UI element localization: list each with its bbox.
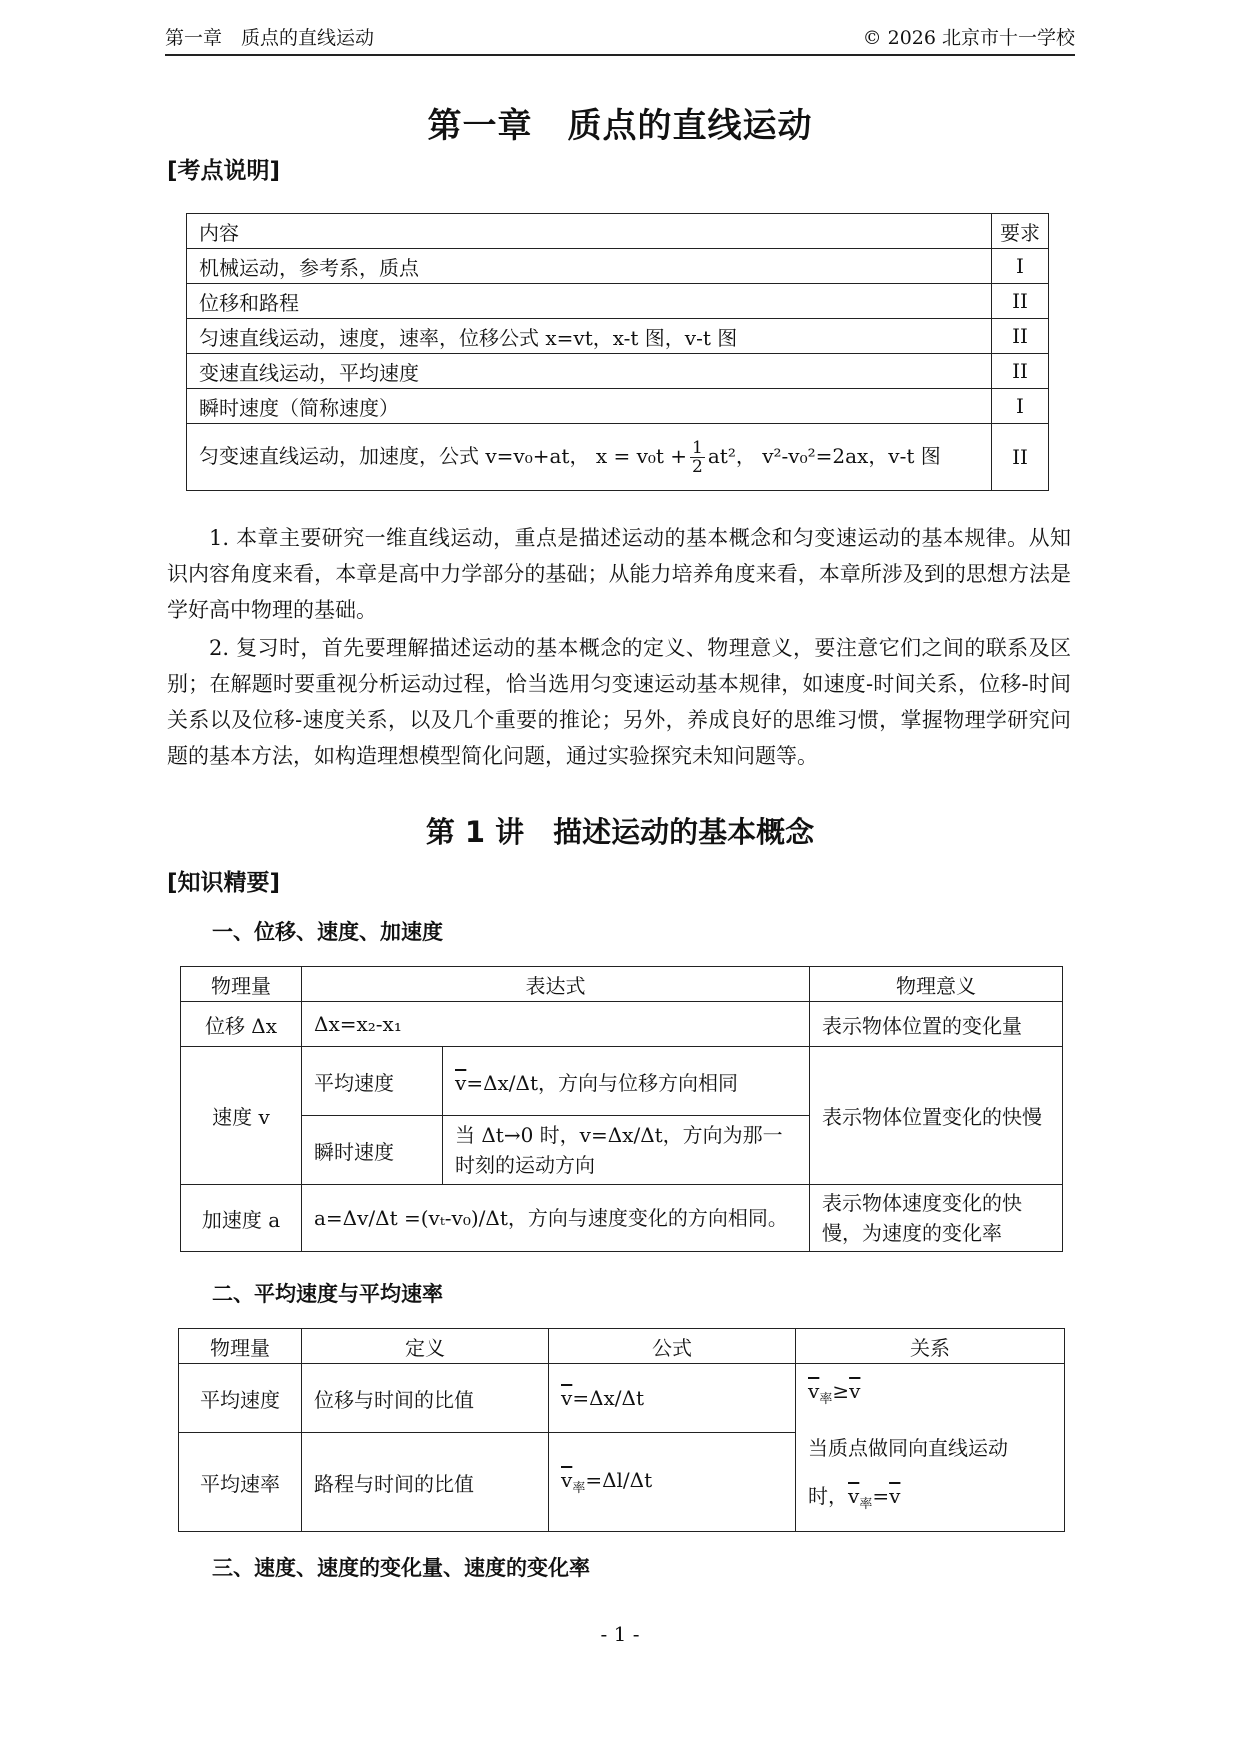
requirements-table bbox=[186, 213, 1049, 491]
header-content: 内容 bbox=[187, 214, 992, 249]
cell-quantity: 平均速率 bbox=[179, 1433, 302, 1532]
cell-content: 瞬时速度（简称速度） bbox=[187, 389, 992, 424]
cell-level: II bbox=[992, 354, 1049, 389]
v-bar-symbol: $\overline{v}$ bbox=[848, 1483, 860, 1508]
cell-level: II bbox=[992, 424, 1049, 491]
cell-level: I bbox=[992, 249, 1049, 284]
table-row bbox=[181, 1185, 1063, 1252]
formula-text: =Δl/Δt bbox=[585, 1468, 653, 1492]
cell-content: 位移和路程 bbox=[187, 284, 992, 319]
subscript: 率 bbox=[572, 1481, 586, 1496]
relation-line-2: 当质点做同向直线运动 bbox=[808, 1435, 1008, 1460]
cell-quantity: 位移 Δx bbox=[181, 1002, 302, 1047]
cell-content: 变速直线运动，平均速度 bbox=[187, 354, 992, 389]
relation-line-3 bbox=[808, 1472, 1052, 1529]
cell-expression bbox=[443, 1047, 810, 1116]
relation-sign: ≥ bbox=[832, 1378, 850, 1403]
fraction-denominator: 2 bbox=[692, 456, 703, 477]
header-quantity: 物理量 bbox=[181, 967, 302, 1002]
header-quantity: 物理量 bbox=[179, 1329, 302, 1364]
cell-content bbox=[187, 424, 992, 491]
table-row bbox=[187, 284, 1049, 319]
header-level: 要求 bbox=[992, 214, 1049, 249]
cell-meaning: 表示物体速度变化的快慢，为速度的变化率 bbox=[810, 1185, 1063, 1252]
relation-text: 时， bbox=[808, 1483, 848, 1508]
cell-meaning: 表示物体位置的变化量 bbox=[810, 1002, 1063, 1047]
header-school: © 2026 北京市十一学校 bbox=[862, 27, 1075, 49]
table-row bbox=[179, 1329, 1065, 1364]
cell-level: II bbox=[992, 284, 1049, 319]
lecture-title: 第 1 讲 描述运动的基本概念 bbox=[425, 815, 815, 849]
average-speed-table bbox=[178, 1328, 1065, 1532]
fraction-numerator: 1 bbox=[692, 437, 703, 458]
page-number: - 1 - bbox=[600, 1622, 640, 1646]
cell-expression: a=Δv/Δt =(vₜ-v₀)/Δt，方向与速度变化的方向相同。 bbox=[302, 1185, 810, 1252]
cell-formula bbox=[549, 1433, 796, 1532]
subscript: 率 bbox=[819, 1391, 833, 1407]
chapter-title: 第一章 质点的直线运动 bbox=[427, 106, 813, 146]
formula-text: =Δx/Δt bbox=[572, 1386, 645, 1410]
v-bar-symbol: $\overline{v}$ bbox=[455, 1070, 467, 1095]
cell-sub-label: 平均速度 bbox=[302, 1047, 443, 1116]
header-formula: 公式 bbox=[549, 1329, 796, 1364]
formula-text: at²， bbox=[707, 443, 756, 468]
cell-sub-label: 瞬时速度 bbox=[302, 1116, 443, 1185]
cell-level: II bbox=[992, 319, 1049, 354]
cell-relation bbox=[796, 1364, 1065, 1532]
table-row bbox=[187, 354, 1049, 389]
paragraph-1: 1. 本章主要研究一维直线运动，重点是描述运动的基本概念和匀变速运动的基本规律。从知识内容角度来看，本章是高中力学部分的基础；从能力培养角度来看，本章所涉及到的思想方法是学好高中物理的基础。 bbox=[167, 526, 1071, 622]
relation-line-1 bbox=[808, 1367, 1052, 1424]
subsection-title-1: 一、位移、速度、加速度 bbox=[212, 920, 443, 944]
fraction bbox=[690, 439, 705, 476]
section-tag-knowledge: [知识精要] bbox=[167, 870, 281, 896]
cell-definition: 位移与时间的比值 bbox=[302, 1364, 549, 1433]
v-bar-symbol: $\overline{v}$ bbox=[561, 1468, 573, 1492]
cell-quantity: 速度 v bbox=[181, 1047, 302, 1185]
cell-level: I bbox=[992, 389, 1049, 424]
formula-text: v²-v₀²=2ax，v-t 图 bbox=[762, 443, 941, 468]
quantities-table bbox=[180, 966, 1063, 1252]
formula-text: x = v₀t + bbox=[595, 443, 688, 468]
v-bar-symbol: $\overline{v}$ bbox=[849, 1378, 861, 1403]
table-row bbox=[187, 424, 1049, 491]
v-bar-symbol: $\overline{v}$ bbox=[808, 1378, 820, 1403]
cell-meaning: 表示物体位置变化的快慢 bbox=[810, 1047, 1063, 1185]
section-tag-exam-points: [考点说明] bbox=[167, 158, 281, 184]
cell-quantity: 加速度 a bbox=[181, 1185, 302, 1252]
table-row bbox=[187, 249, 1049, 284]
table-row bbox=[187, 214, 1049, 249]
cell-content: 匀速直线运动，速度，速率，位移公式 x=vt，x-t 图，v-t 图 bbox=[187, 319, 992, 354]
table-row bbox=[187, 389, 1049, 424]
header-chapter: 第一章 质点的直线运动 bbox=[165, 27, 375, 49]
relation-sign: = bbox=[872, 1483, 890, 1508]
paragraph-2: 2. 复习时，首先要理解描述运动的基本概念的定义、物理意义，要注意它们之间的联系及区别；在解题时要重视分析运动过程，恰当选用匀变速运动基本规律，如速度-时间关系，位移-时间关系以及位移-速度关系，以及几个重要的推论；另外，养成良好的思维习惯，掌握物理学研究问题的基本方法，如构造理想模型简化问题，通过实验探究未知问题等。 bbox=[167, 636, 1071, 768]
table-row bbox=[179, 1364, 1065, 1433]
table-row bbox=[181, 967, 1063, 1002]
subsection-title-3: 三、速度、速度的变化量、速度的变化率 bbox=[212, 1556, 590, 1580]
formula-text: 匀变速直线运动，加速度，公式 v=v₀+at， bbox=[199, 443, 590, 468]
header-definition: 定义 bbox=[302, 1329, 549, 1364]
subsection-title-2: 二、平均速度与平均速率 bbox=[212, 1282, 443, 1306]
cell-quantity: 平均速度 bbox=[179, 1364, 302, 1433]
cell-content: 机械运动，参考系，质点 bbox=[187, 249, 992, 284]
cell-expression: 当 Δt→0 时，v=Δx/Δt，方向为那一时刻的运动方向 bbox=[443, 1116, 810, 1185]
cell-definition: 路程与时间的比值 bbox=[302, 1433, 549, 1532]
header-relation: 关系 bbox=[796, 1329, 1065, 1364]
expression-text: =Δx/Δt，方向与位移方向相同 bbox=[466, 1070, 739, 1095]
cell-formula bbox=[549, 1364, 796, 1433]
table-row bbox=[181, 1047, 1063, 1116]
v-bar-symbol: $\overline{v}$ bbox=[561, 1386, 573, 1410]
cell-expression: Δx=x₂-x₁ bbox=[302, 1002, 810, 1047]
subscript: 率 bbox=[859, 1496, 873, 1512]
running-header bbox=[165, 22, 1075, 56]
table-row bbox=[187, 319, 1049, 354]
v-bar-symbol: $\overline{v}$ bbox=[889, 1483, 901, 1508]
table-row bbox=[181, 1002, 1063, 1047]
header-meaning: 物理意义 bbox=[810, 967, 1063, 1002]
header-expression: 表达式 bbox=[302, 967, 810, 1002]
